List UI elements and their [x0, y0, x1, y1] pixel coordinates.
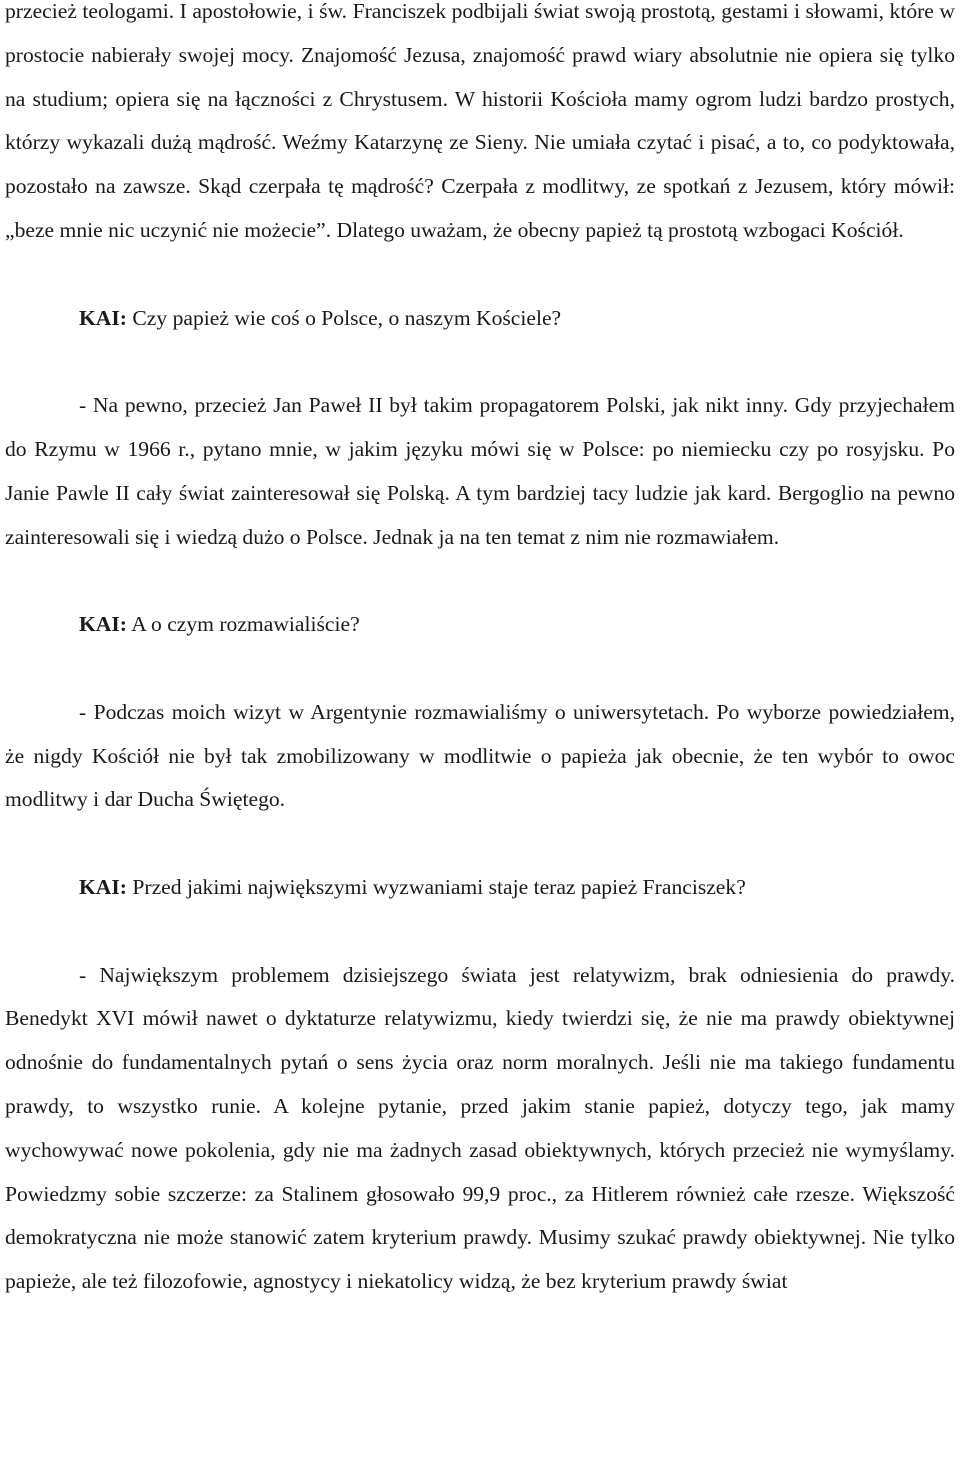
paragraph-gap — [5, 253, 955, 297]
answer-text: - Podczas moich wizyt w Argentynie rozmawialiśmy o uniwersytetach. Po wyborze powiedziałem, że nigdy Kościół nie był tak zmobilizowany w modlitwie o papieża jak obecnie, że ten wybór to owoc modlitwy i dar Ducha Świętego. — [5, 699, 955, 812]
question-text: Przed jakimi największymi wyzwaniami staje teraz papież Franciszek? — [127, 874, 746, 899]
document-page — [5, 0, 955, 1304]
interviewer-label: KAI: — [79, 305, 127, 330]
answer-2 — [5, 691, 955, 822]
question-1 — [5, 297, 955, 341]
answer-3 — [5, 954, 955, 1304]
question-text: A o czym rozmawialiście? — [127, 612, 360, 637]
interviewer-label: KAI: — [79, 612, 127, 637]
paragraph-gap — [5, 340, 955, 384]
paragraph-continuation: przecież teologami. I apostołowie, i św. Franciszek podbijali świat swoją prostotą, gestami i słowami, które w prostocie nabierały swojej mocy. Znajomość Jezusa, znajomość prawd wiary absolutnie nie opiera się tylko na studium; opiera się na łączności z Chrystusem. W historii Kościoła mamy ogrom ludzi bardzo prostych, którzy wykazali dużą mądrość. Weźmy Katarzynę ze Sieny. Nie umiała czytać i pisać, a to, co podyktowała, pozostało na zawsze. Skąd czerpała tę mądrość? Czerpała z modlitwy, ze spotkań z Jezusem, który mówił: „beze mnie nic uczynić nie możecie”. Dlatego uważam, że obecny papież tą prostotą wzbogaci Kościół. — [5, 0, 955, 242]
answer-text: - Na pewno, przecież Jan Paweł II był takim propagatorem Polski, jak nikt inny. Gdy przyjechałem do Rzymu w 1966 r., pytano mnie, w jakim języku mówi się w Polsce: po niemiecku czy po rosyjsku. Po Janie Pawle II cały świat zainteresował się Polską. A tym bardziej tacy ludzie jak kard. Bergoglio na pewno zainteresowali się i wiedzą dużo o Polsce. Jednak ja na ten temat z nim nie rozmawiałem. — [5, 393, 955, 549]
question-text: Czy papież wie coś o Polsce, o naszym Kościele? — [127, 305, 562, 330]
answer-text: - Największym problemem dzisiejszego świata jest relatywizm, brak odniesienia do prawdy. Benedykt XVI mówił nawet o dyktaturze relatywizmu, kiedy twierdzi się, że nie ma prawdy obiektywnej odnośnie do fundamentalnych pytań o sens życia oraz norm moralnych. Jeśli nie ma takiego fundamentu prawdy, to wszystko runie. A kolejne pytanie, przed jakim stanie papież, dotyczy tego, jak mamy wychowywać nowe pokolenia, gdy nie ma żadnych zasad obiektywnych, których przecież nie wymyślamy. Powiedzmy sobie szczerze: za Stalinem głosowało 99,9 proc., za Hitlerem również całe rzesze. Większość demokratyczna nie może stanowić zatem kryterium prawdy. Musimy szukać prawdy obiektywnej. Nie tylko papieże, ale też filozofowie, agnostycy i niekatolicy widzą, że bez kryterium prawdy świat — [5, 962, 955, 1294]
paragraph-gap — [5, 822, 955, 866]
paragraph-gap — [5, 559, 955, 603]
answer-1 — [5, 384, 955, 559]
question-3 — [5, 866, 955, 910]
paragraph-gap — [5, 910, 955, 954]
paragraph-gap — [5, 647, 955, 691]
question-2 — [5, 603, 955, 647]
interviewer-label: KAI: — [79, 874, 127, 899]
